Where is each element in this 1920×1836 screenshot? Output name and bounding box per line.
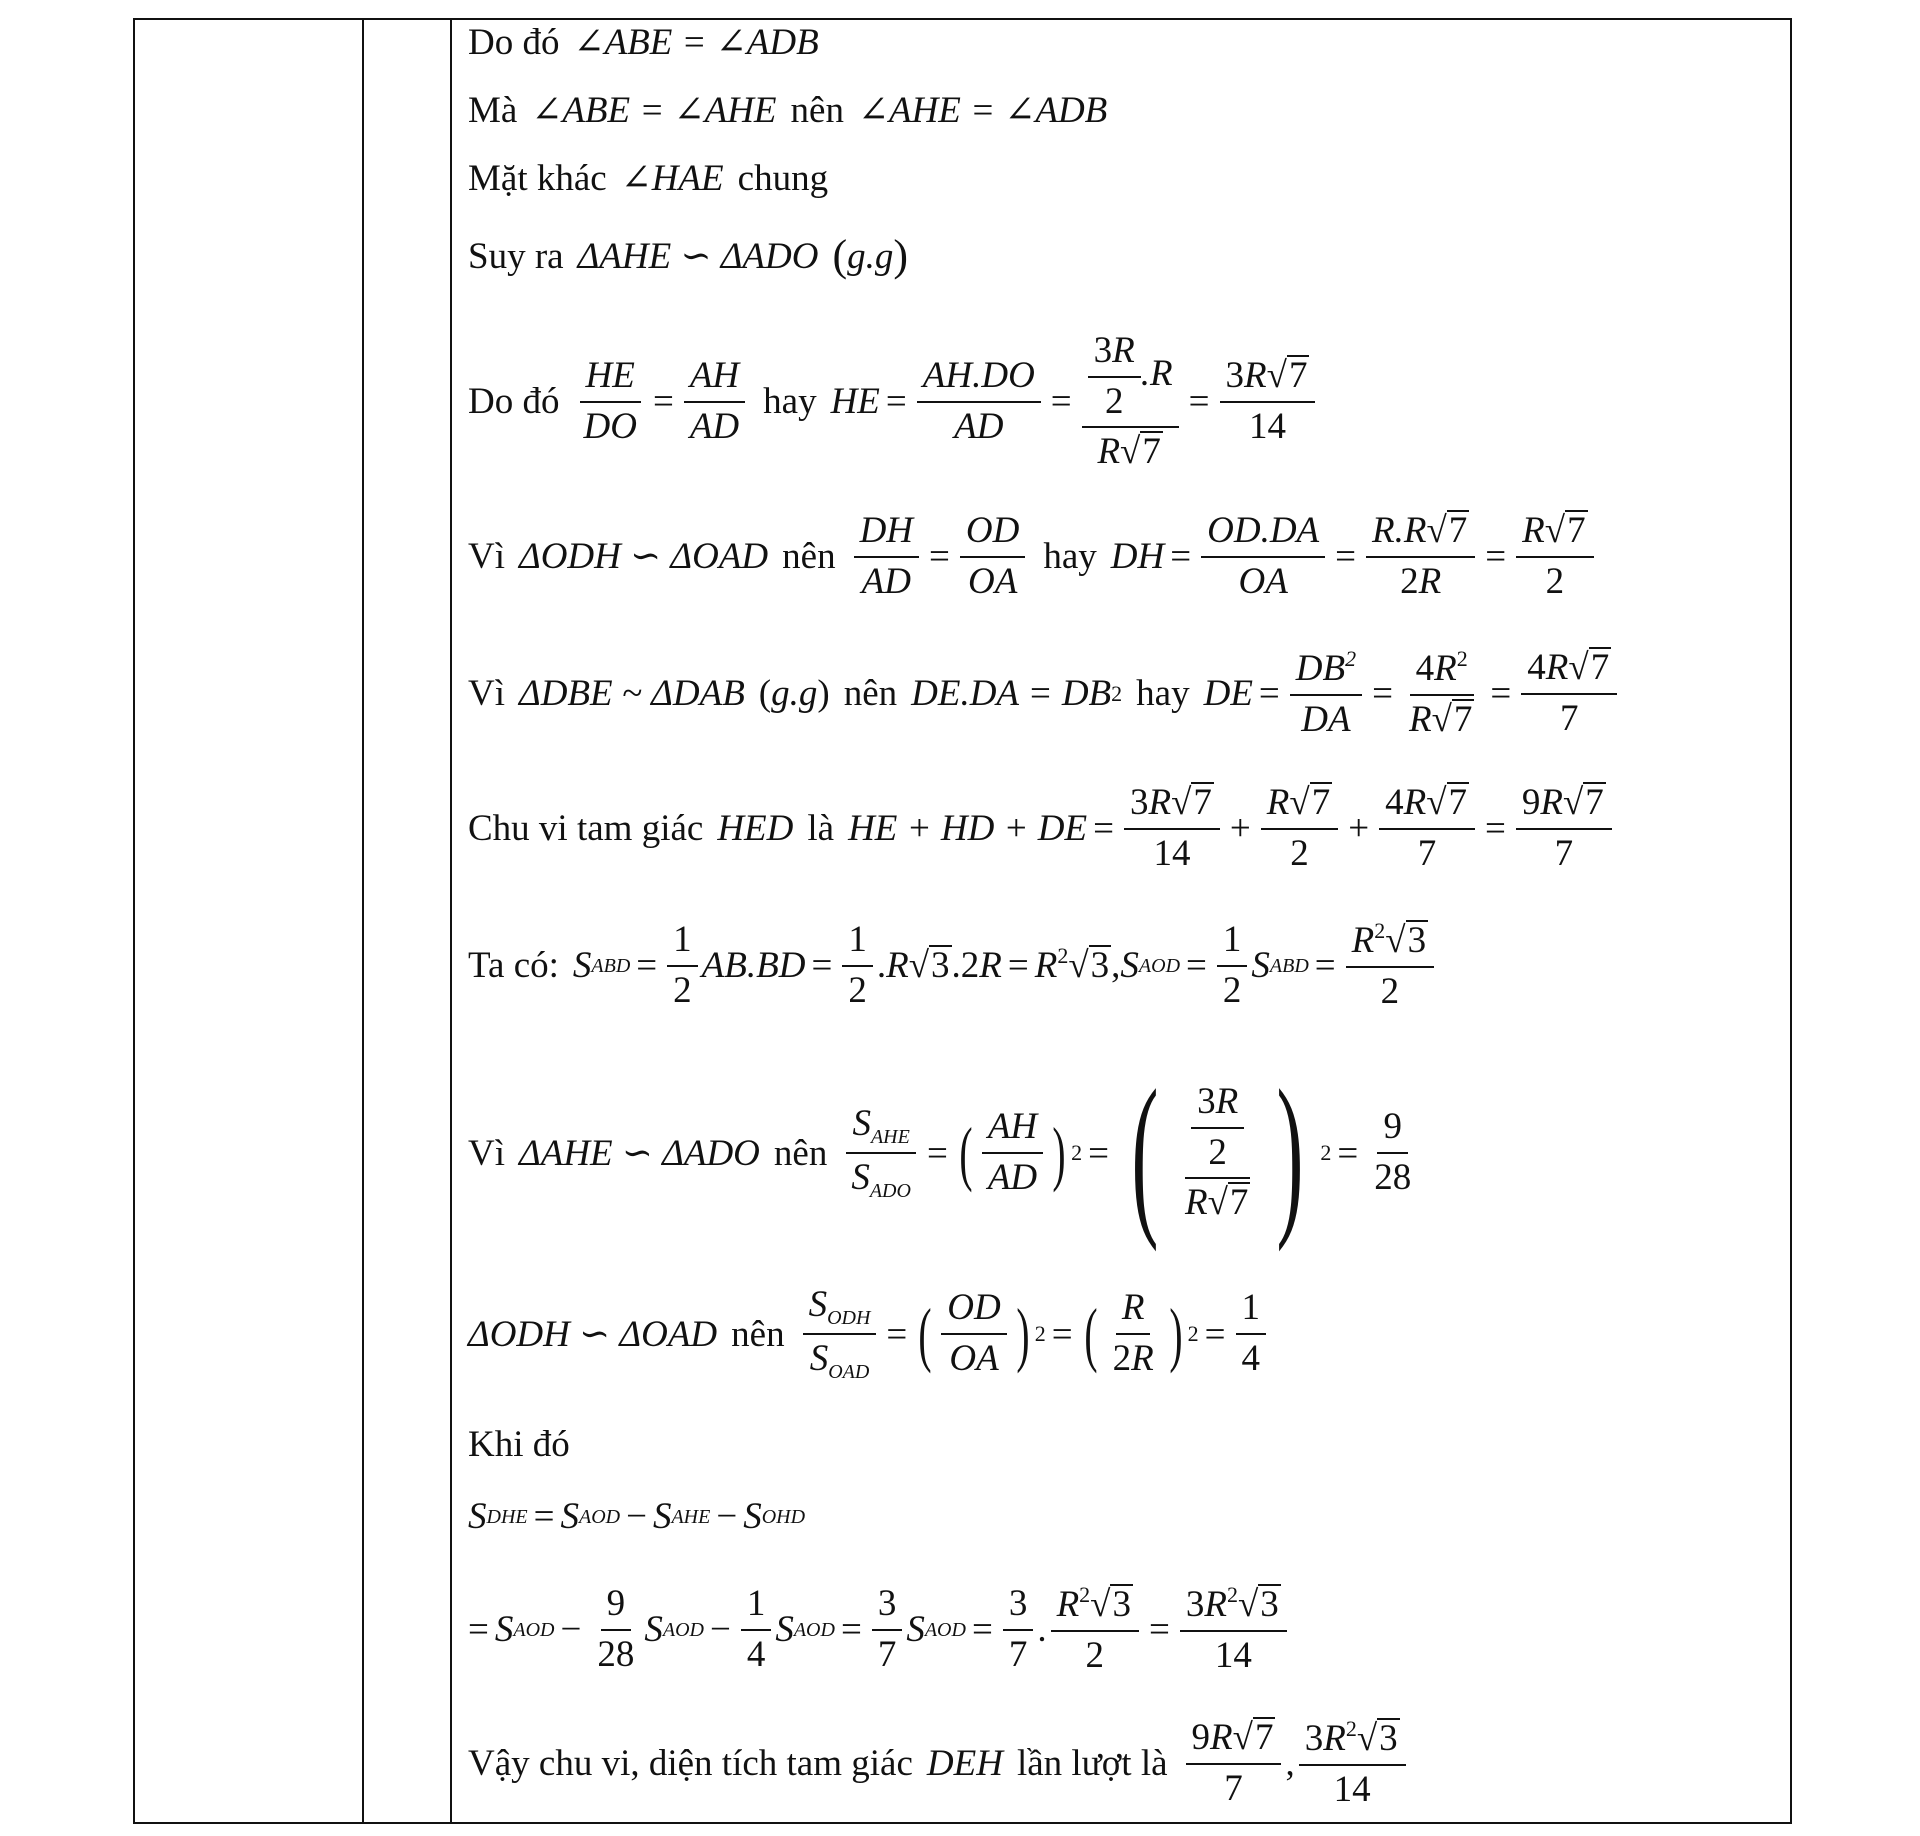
- column-divider-1: [362, 18, 364, 1824]
- line-4: Suy ra ΔAHE ∽ ΔADO ( g.g ): [468, 231, 909, 280]
- line-1: Do đó ∠ABE = ∠ADB: [468, 22, 819, 63]
- line-6: Vì ΔODH ∽ ΔOAD nên $\frac{DH}{AD}$ = $\frac{OD}{OA}$ hay DH = $\frac{OD.DA}{OA}$ = $\frac{R.R√7}{2R}$ = $\frac{R√7}{2}$: [468, 510, 1598, 603]
- line-2: Mà ∠ABE = ∠AHE nên ∠AHE = ∠ADB: [468, 90, 1108, 131]
- line-11: ΔODH ∽ ΔOAD nên $\frac{S_{ODH}}{S_{OAD}}$ = ( $\frac{OD}{OA}$ ) 2 = ( $\frac{R}{2R}$ ) 2 = $\frac{1}{4}$: [468, 1284, 1270, 1384]
- line-3: Mặt khác ∠HAE chung: [468, 158, 829, 199]
- line-13: S DHE = S AOD − S AHE − S OHD: [468, 1496, 806, 1537]
- line-15: Vậy chu vi, diện tích tam giác DEH lần lượt là $\frac{9R√7}{7}$ , $\frac{3R^2√3}{14}$: [468, 1716, 1410, 1811]
- line-5: Do đó $\frac{HE}{DO}$ = $\frac{AH}{AD}$ hay HE = $\frac{AH.DO}{AD}$ = $\frac{3R}{2}$ .R R√7 = $\frac{3R√7}{14}$: [468, 330, 1319, 474]
- line-10: Vì ΔAHE ∽ ΔADO nên $\frac{S_{AHE}}{S_{ADO}}$ = ( $\frac{AH}{AD}$ ) 2 = ( $\frac{\frac{3R}{2}}{R√7}$ ) 2 = $\frac{9}{28}$: [468, 1053, 1412, 1252]
- line-9: Ta có: S ABD = $\frac{1}{2}$ AB.BD = $\frac{1}{2}$ .R√3.2R = $R^2√3$, S AOD = $\frac{1}{2}$ S ABD = $\frac{R^2√3}{2}$: [468, 918, 1438, 1013]
- column-divider-2: [450, 18, 452, 1824]
- line-12: Khi đó: [468, 1424, 570, 1465]
- line-14: = S AOD − $\frac{9}{28}$ S AOD − $\frac{1}{4}$ S AOD = $\frac{3}{7}$ S AOD = $\frac{3}{7}$ . $\frac{R^2√3}{2}$ = $\frac{3R^2√3}{14}$: [468, 1582, 1291, 1677]
- line-8: Chu vi tam giác HED là HE + HD + DE = $\frac{3R√7}{14}$ + $\frac{R√7}{2}$ + $\frac{4R√7}{7}$ = $\frac{9R√7}{7}$: [468, 782, 1616, 875]
- line-7: Vì ΔDBE ~ ΔDAB ( g.g ) nên DE.DA = DB 2 hay DE = $\frac{DB^2}{DA}$ = $\frac{4R^2}{R√7}$ = $\frac{4R√7}{7}$: [468, 646, 1621, 741]
